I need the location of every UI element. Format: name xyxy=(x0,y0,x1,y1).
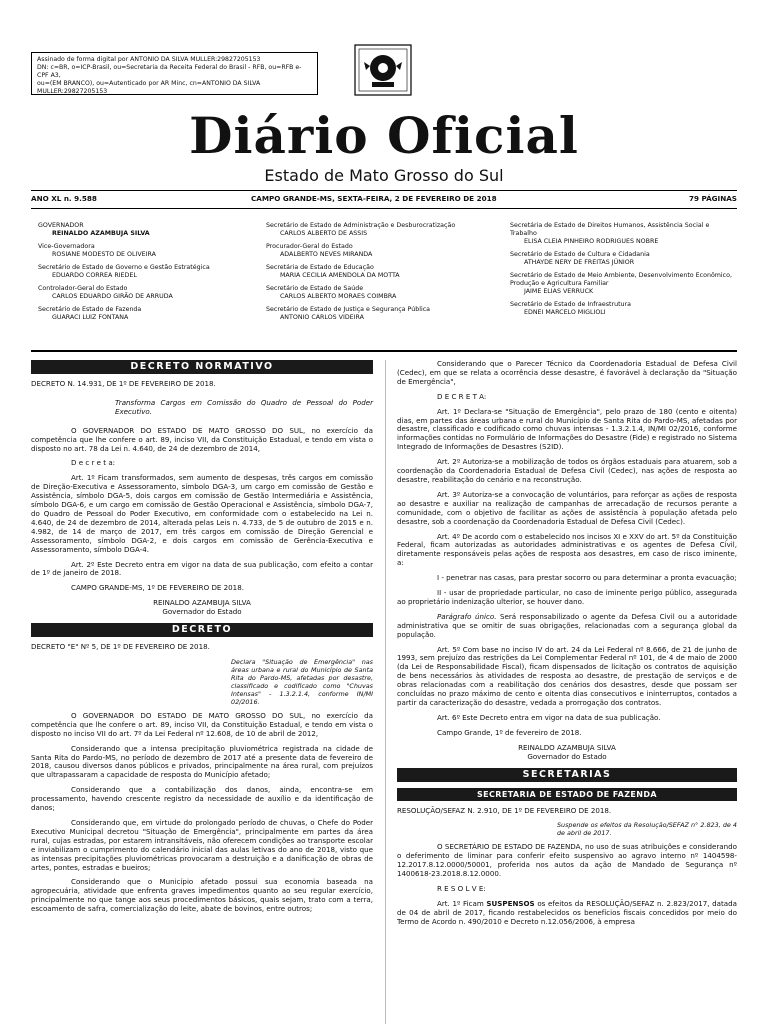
signatory-name: REINALDO AZAMBUJA SILVA xyxy=(518,742,616,752)
staff-role: Secretário de Estado de Saúde xyxy=(266,285,364,293)
staff-role: Secretário de Estado de Cultura e Cidadania xyxy=(510,250,650,258)
divider xyxy=(31,350,737,352)
article: Art. 1º Declara-se "Situação de Emergência", pelo prazo de 180 (cento e oitenta) dias, em partes das áreas urbana e rural do Município de Santa Rita do Pardo-MS, afetadas por desastre, classificado e codificado como chuvas intensas - 1.3.2.1.4, IN/MI 02/2016, conforme informações contidas no Formulário de Informações do Desastre (Fide) e registrado no Sistema Integrado de Informações de Desastres (S2ID). xyxy=(397,406,737,452)
section-header: SECRETARIAS xyxy=(397,768,737,782)
signatory-role: Governador do Estado xyxy=(527,751,607,761)
article xyxy=(397,900,737,927)
signatory-role: Governador do Estado xyxy=(162,607,242,617)
divider xyxy=(31,190,737,191)
staff-role: Secretária de Estado de Educação xyxy=(266,264,374,272)
resolve-label: R E S O L V E: xyxy=(437,884,486,894)
article: Art. 2º Autoriza-se a mobilização de todos os órgãos estaduais para atuarem, sob a coordenação da Coordenadoria Estadual de Defesa Civil (Cedec), nas ações de resposta ao desastre, reabilitação do cenário e na reconstrução. xyxy=(397,457,737,484)
digital-signature-box xyxy=(31,52,318,95)
paragraph: O GOVERNADOR DO ESTADO DE MATO GROSSO DO SUL, no exercício da competência que lhe confere o art. 89, inciso VII, da Constituição Estadual, e tendo em vista o disposto no art. 78 da Lei n. 4.640, de 24 de dezembro de 2014, xyxy=(31,425,373,453)
staff-name: JAIME ELIAS VERRUCK xyxy=(524,287,594,295)
article: Art. 1º Ficam transformados, sem aumento de despesas, três cargos em comissão de Direção-Executiva e Assessoramento, símbolo DGA-3, um cargo em comissão de Gestão e Assistência, símbolo DGA-5, dois cargos em comissão de Gestão Intermediária e Assistência, símbolo DGA-6, e um cargo em comissão de Gestão Operacional e Assistência, símbolo DGA-7, do Quadro de Pessoal do Poder Executivo, em conformidade com o estabelecido na Lei n. 4.640, de 24 de dezembro de 2014, alterada pelas Leis n. 4.733, de 5 de outubro de 2015 e n. 4.982, de 14 de março de 2017, em três cargos em comissão de Direção Gerencial e Assessoramento, símbolo DGA-2, e dois cargos em comissão de Gerência-Executiva e Assessoramento, símbolo DGA-4. xyxy=(31,473,373,554)
staff-role: Vice-Governadora xyxy=(38,243,95,251)
inciso: II - usar de propriedade particular, no caso de iminente perigo público, assegurada ao proprietário indenização ulterior, se houver dano. xyxy=(397,588,737,606)
staff-role: Secretário de Estado de Fazenda xyxy=(38,306,142,314)
left-column xyxy=(31,360,373,920)
edition-number: ANO XL n. 9.588 xyxy=(31,194,97,203)
paragrafo-text: Será responsabilizado o agente da Defesa Civil ou a autoridade administrativa que se omitir de suas obrigações, relacionadas com a segurança global da população. xyxy=(397,611,737,639)
staff-name: EDNEI MARCELO MIGLIOLI xyxy=(524,308,606,316)
article-text: os efeitos da RESOLUÇÃO/SEFAZ n. 2.823/2017, datada de 04 de abril de 2017, ficando restabelecidos os benefícios fiscais concedidos por meio do Termo de Acordo n. 490/2010 e Decreto n.12.056/2006, à empresa xyxy=(397,898,737,926)
decreta-label: D E C R E T A: xyxy=(437,391,487,401)
article: Art. 6º Este Decreto entra em vigor na data de sua publicação. xyxy=(437,712,661,722)
staff-role: Secretário de Estado de Administração e Desburocratização xyxy=(266,222,456,229)
article: Art. 5º Com base no inciso IV do art. 24 da Lei Federal nº 8.666, de 21 de junho de 1993, sem prejuízo das restrições da Lei Complementar Federal nº 101, de 4 de maio de 2000 (da Lei de Responsabilidade Fiscal), ficam dispensados de licitação os contratos de aquisição de bens necessários às atividades de resposta ao desastre, de prestação de serviços e de obras relacionadas com a reabilitação dos cenários dos desastres, desde que possam ser concluídas no prazo máximo de cento e oitenta dias consecutivos e ininterruptos, contados a partir da caracterização do desastre, vedada a prorrogação dos contratos. xyxy=(397,644,737,707)
staff-role: Secretário de Estado de Infraestrutura xyxy=(510,300,631,308)
inciso: I - penetrar nas casas, para prestar socorro ou para determinar a pronta evacuação; xyxy=(437,573,737,583)
staff-column-1 xyxy=(38,222,258,327)
state-crest-icon xyxy=(354,44,412,96)
page-count: 79 PÁGINAS xyxy=(688,194,737,203)
staff-column-3 xyxy=(510,222,734,322)
section-header: DECRETO xyxy=(31,623,373,637)
staff-name: CARLOS ALBERTO MORAES COIMBRA xyxy=(280,293,397,301)
article: Art. 3º Autoriza-se a convocação de voluntários, para reforçar as ações de resposta ao desastre e auxiliar na realização de campanhas de arrecadação de recursos perante a comunidade, com o objetivo de facilitar as ações de assistência à população afetada pelo desastre, sob a coordenação da Coordenadoria Estadual de Defesa Civil (Cedec). xyxy=(397,489,737,526)
article-text: Art. 1º Ficam xyxy=(437,898,487,908)
staff-role: Secretário de Estado de Governo e Gestão Estratégica xyxy=(38,264,210,272)
signature-line: DN: c=BR, o=ICP-Brasil, ou=Secretaria da Receita Federal do Brasil - RFB, ou=RFB e-CPF A3, xyxy=(37,64,302,79)
decreta-label: D e c r e t a: xyxy=(71,458,116,468)
staff-column-2 xyxy=(266,222,502,327)
paragraph: Considerando que a intensa precipitação pluviométrica registrada na cidade de Santa Rita do Pardo-MS, no período de dezembro de 2017 até a presente data de fevereiro de 2018, causou diversos danos públicos e privados, principalmente na área rural, com prejuízos que ultrapassaram a capacidade de resposta do Município afetado; xyxy=(31,743,373,780)
staff-name: EDUARDO CORREA RIEDEL xyxy=(52,271,137,279)
resolution-summary: Suspende os efeitos da Resolução/SEFAZ n° 2.823, de 4 de abril de 2017. xyxy=(557,821,737,838)
decree-summary: Transforma Cargos em Comissão do Quadro de Pessoal do Poder Executivo. xyxy=(115,397,373,416)
section-header: DECRETO NORMATIVO xyxy=(31,360,373,374)
right-column xyxy=(397,360,737,933)
newspaper-title: Diário Oficial xyxy=(189,106,579,165)
divider xyxy=(31,208,737,209)
staff-name: REINALDO AZAMBUJA SILVA xyxy=(52,229,150,237)
dateline: CAMPO GRANDE-MS, SEXTA-FEIRA, 2 DE FEVEREIRO DE 2018 xyxy=(251,194,497,203)
paragraph: O SECRETÁRIO DE ESTADO DE FAZENDA, no uso de suas atribuições e considerando o deferimento de liminar para conferir efeito suspensivo ao agravo interno nº 1404598-12.2017.8.12.0000/50001, proferida nos autos da ação de Mandado de Segurança nº 1400618-23.2018.8.12.0000. xyxy=(397,842,737,879)
column-divider xyxy=(385,360,386,1024)
staff-role: Secretário de Estado de Meio Ambiente, Desenvolvimento Econômico, Produção e Agricultura Familiar xyxy=(510,271,733,287)
paragraph xyxy=(397,613,737,640)
staff-name: ATHAYDE NERY DE FREITAS JÚNIOR xyxy=(524,258,635,266)
staff-name: GUARACI LUIZ FONTANA xyxy=(52,314,129,322)
staff-role: Controlador-Geral do Estado xyxy=(38,285,128,293)
decree-summary: Declara "Situação de Emergência" nas áreas urbana e rural do Município de Santa Rita do Pardo-MS, afetadas por desastre, classificado e codificado como "Chuvas Intensas" - 1.3.2.1.4, conforme IN/MI 02/2016. xyxy=(231,657,373,706)
staff-name: ADALBERTO NEVES MIRANDA xyxy=(280,250,373,258)
staff-role: Secretário de Estado de Justiça e Segurança Pública xyxy=(266,306,431,314)
staff-role: Secretária de Estado de Direitos Humanos, Assistência Social e Trabalho xyxy=(510,222,710,237)
staff-name: CARLOS EDUARDO GIRÃO DE ARRUDA xyxy=(52,293,173,301)
edition-bar xyxy=(31,194,737,206)
place-date: CAMPO GRANDE-MS, 1º DE FEVEREIRO DE 2018. xyxy=(71,583,244,593)
paragrafo-label: Parágrafo único. xyxy=(437,611,497,621)
staff-name: ANTONIO CARLOS VIDEIRA xyxy=(280,314,364,322)
signature-line: Assinado de forma digital por ANTONIO DA SILVA MULLER:29827205153 xyxy=(37,56,261,63)
newspaper-subtitle: Estado de Mato Grosso do Sul xyxy=(264,166,504,185)
article-emphasis: SUSPENSOS xyxy=(486,898,535,908)
article: Art. 2º Este Decreto entra em vigor na data de sua publicação, com efeito a contar de 1º de janeiro de 2018. xyxy=(31,559,373,578)
paragraph: Considerando que, em virtude do prolongado período de chuvas, o Chefe do Poder Executivo Municipal decretou "Situação de Emergência", principalmente em partes da área rural, cujas estradas, por estarem intransitáveis, não oferecem condições ao transporte escolar e inviabilizam o cumprimento do calendário inicial das aulas letivas do ano de 2018, visto que as intensas precipitações pluviométricas provocaram a destruição e a danificação de obras de artes, pontes, estradas e bueiros; xyxy=(31,818,373,872)
paragraph: Considerando que a contabilização dos danos, ainda, encontra-se em processamento, havendo crescente registro da necessidade de auxílio e da identificação de danos; xyxy=(31,785,373,813)
staff-role: GOVERNADOR xyxy=(38,222,84,229)
place-date: Campo Grande, 1º de fevereiro de 2018. xyxy=(437,727,582,737)
signature-line: MULLER:29827205153 xyxy=(37,88,108,95)
staff-name: ELISA CLEIA PINHEIRO RODRIGUES NOBRE xyxy=(524,237,659,245)
decree-reference: DECRETO "E" Nº 5, DE 1º DE FEVEREIRO DE 2018. xyxy=(31,642,210,652)
staff-name: CARLOS ALBERTO DE ASSIS xyxy=(280,229,368,237)
paragraph: O GOVERNADOR DO ESTADO DE MATO GROSSO DO SUL, no exercício da competência que lhe confere o art. 89, inciso VII, da Constituição Estadual, e tendo em vista o disposto no inciso VII do art. 7º da Lei Federal nº 12.608, de 10 de abril de 2012, xyxy=(31,710,373,738)
staff-name: ROSIANE MODESTO DE OLIVEIRA xyxy=(52,250,156,258)
staff-name: MARIA CECILIA AMENDOLA DA MOTTA xyxy=(280,271,400,279)
signature-line: ou=(EM BRANCO), ou=Autenticado por AR Minc, cn=ANTONIO DA SILVA xyxy=(37,80,261,87)
paragraph: Considerando que o Município afetado possui sua economia baseada na agropecuária, atividade que enfrenta graves impedimentos quanto ao seu regular exercício, principalmente no que tange aos seus procedimentos básicos, quais sejam, trato com a terra, escoamento de safra, comercialização do leite, abate de bovinos, entre outros; xyxy=(31,877,373,914)
staff-role: Procurador-Geral do Estado xyxy=(266,243,353,251)
resolution-reference: RESOLUÇÃO/SEFAZ N. 2.910, DE 1º DE FEVEREIRO DE 2018. xyxy=(397,805,612,815)
signatory-name: REINALDO AZAMBUJA SILVA xyxy=(153,598,251,608)
paragraph: Considerando que o Parecer Técnico da Coordenadoria Estadual de Defesa Civil (Cedec), em que se relata a ocorrência desse desastre, é favorável à declaração da "Situação de Emergência", xyxy=(397,359,737,386)
subsection-header: SECRETARIA DE ESTADO DE FAZENDA xyxy=(397,788,737,801)
decree-reference: DECRETO N. 14.931, DE 1º DE FEVEREIRO DE 2018. xyxy=(31,379,216,388)
article: Art. 4º De acordo com o estabelecido nos incisos XI e XXV do art. 5º da Constituição Federal, ficam autorizadas as autoridades administrativas e os agentes de Defesa Civil, diretamente responsáveis pelas ações de resposta aos desastres, em caso de risco iminente, a: xyxy=(397,531,737,568)
